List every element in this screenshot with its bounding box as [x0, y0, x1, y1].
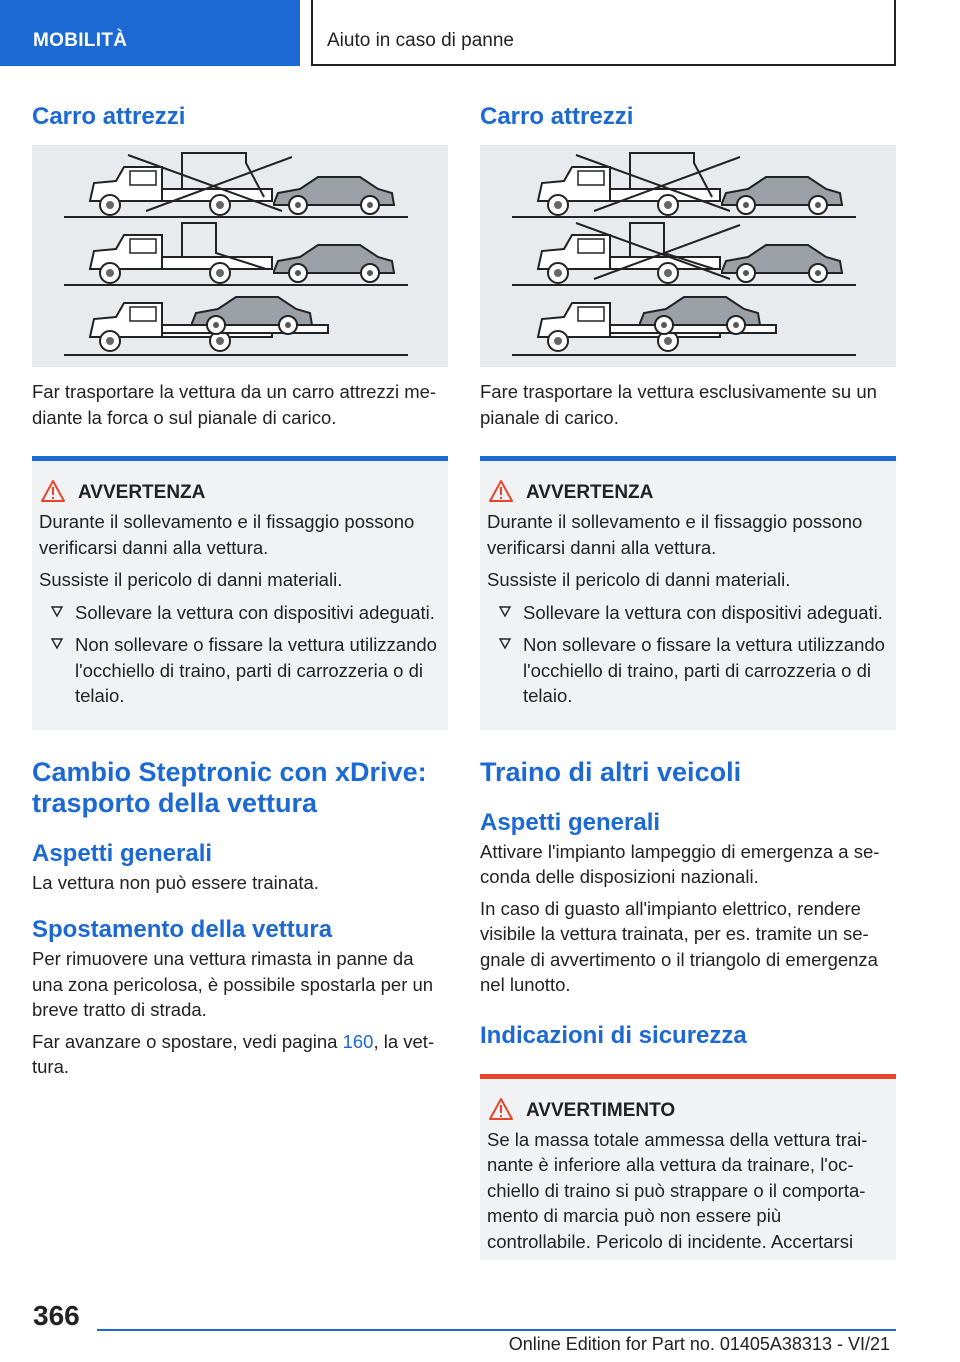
- warning-box: [32, 456, 448, 730]
- subsection-title: Aspetti generali: [480, 808, 661, 836]
- triangle-bullet-icon: [499, 638, 511, 650]
- warning-list: [39, 600, 440, 709]
- footer-edition: Online Edition for Part no. 01405A38313 - VI/21: [508, 1334, 890, 1354]
- body-text: In caso di guasto all'impianto elettrico, rendere visibile la vettura trainata, per es. tramite un segnale di avvertimento o il triangolo di emergenza nel lunotto.: [480, 897, 878, 995]
- warning-title-text: AVVERTENZA: [78, 482, 206, 503]
- warning-list: [487, 600, 888, 709]
- warning-text: Durante il sollevamento e il fissaggio possono verificarsi danni alla vettura.: [487, 511, 863, 558]
- warning-triangle-icon: [40, 479, 66, 503]
- list-item: Sollevare la vettura con dispositivi adeguati.: [39, 600, 440, 626]
- warning-text: Durante il sollevamento e il fissaggio possono verificarsi danni alla vettura.: [39, 511, 415, 558]
- figure-caption: Fare trasportare la vettura esclusivamente su un pianale di carico.: [480, 381, 877, 428]
- subsection-title: Aspetti generali: [32, 839, 213, 867]
- figure-title: Carro attrezzi: [480, 103, 634, 130]
- alert-text: Se la massa totale ammessa della vettura trainante è inferiore alla vettura da trainare, l'occhiello di traino si può strappare o il comportamento di marcia può non essere più controllabile. Pericolo di incidente. Accertarsi: [487, 1128, 868, 1252]
- body-text: La vettura non può essere trainata.: [32, 871, 319, 893]
- triangle-bullet-icon: [51, 606, 63, 618]
- tow-truck-illustration: [480, 145, 896, 367]
- list-item: Sollevare la vettura con dispositivi adeguati.: [487, 600, 888, 626]
- alert-box: [480, 1074, 896, 1260]
- alert-title-text: AVVERTIMENTO: [526, 1099, 676, 1121]
- right-column: [480, 100, 896, 1260]
- page-number: 366: [33, 1300, 80, 1331]
- page-reference-link[interactable]: 160: [342, 1030, 374, 1052]
- figure-caption: Far trasportare la vettura da un carro attrezzi mediante la forca o sul pianale di carico.: [32, 381, 437, 428]
- footer-divider: [97, 1329, 896, 1331]
- left-column: [32, 100, 448, 1080]
- warning-triangle-icon: [488, 479, 514, 503]
- warning-title-text: AVVERTENZA: [526, 482, 654, 503]
- body-text: Attivare l'impianto lampeggio di emergenza a seconda delle disposizioni nazionali.: [480, 840, 880, 887]
- subsection-title: Spostamento della vettura: [32, 916, 333, 943]
- triangle-bullet-icon: [51, 638, 63, 650]
- triangle-bullet-icon: [499, 606, 511, 618]
- body-text: Far avanzare o spostare, vedi pagina 160, la vettura.: [32, 1030, 435, 1077]
- warning-text: Sussiste il pericolo di danni materiali.: [487, 569, 791, 590]
- list-item: Non sollevare o fissare la vettura utilizzando l'occhiello di traino, parti di carrozzeria o di telaio.: [39, 632, 440, 709]
- list-item: Non sollevare o fissare la vettura utilizzando l'occhiello di traino, parti di carrozzeria o di telaio.: [487, 632, 888, 709]
- header-section-tab: [0, 0, 300, 66]
- warning-box: [480, 456, 896, 730]
- header-section-label: MOBILITÀ: [33, 30, 128, 51]
- tow-methods-drawing: [480, 145, 896, 367]
- tow-truck-illustration: [32, 145, 448, 367]
- subsection-title: Indicazioni di sicurezza: [480, 1021, 747, 1049]
- section-title: Cambio Steptronic con xDrive: trasporto della vettura: [32, 756, 427, 818]
- warning-text: Sussiste il pericolo di danni materiali.: [39, 569, 343, 590]
- header-chapter-label: Aiuto in caso di panne: [327, 30, 514, 51]
- body-text: Per rimuovere una vettura rimasta in panne da una zona pericolosa, è possibile spostarla per un breve tratto di strada.: [32, 948, 434, 1020]
- tow-methods-drawing: [32, 145, 448, 367]
- section-title: Traino di altri veicoli: [480, 756, 742, 787]
- warning-title: [39, 481, 440, 505]
- warning-triangle-icon: [488, 1097, 514, 1121]
- warning-title: [487, 481, 888, 505]
- header-chapter-tab: [311, 0, 896, 66]
- alert-title: [487, 1099, 888, 1123]
- figure-title: Carro attrezzi: [32, 103, 186, 130]
